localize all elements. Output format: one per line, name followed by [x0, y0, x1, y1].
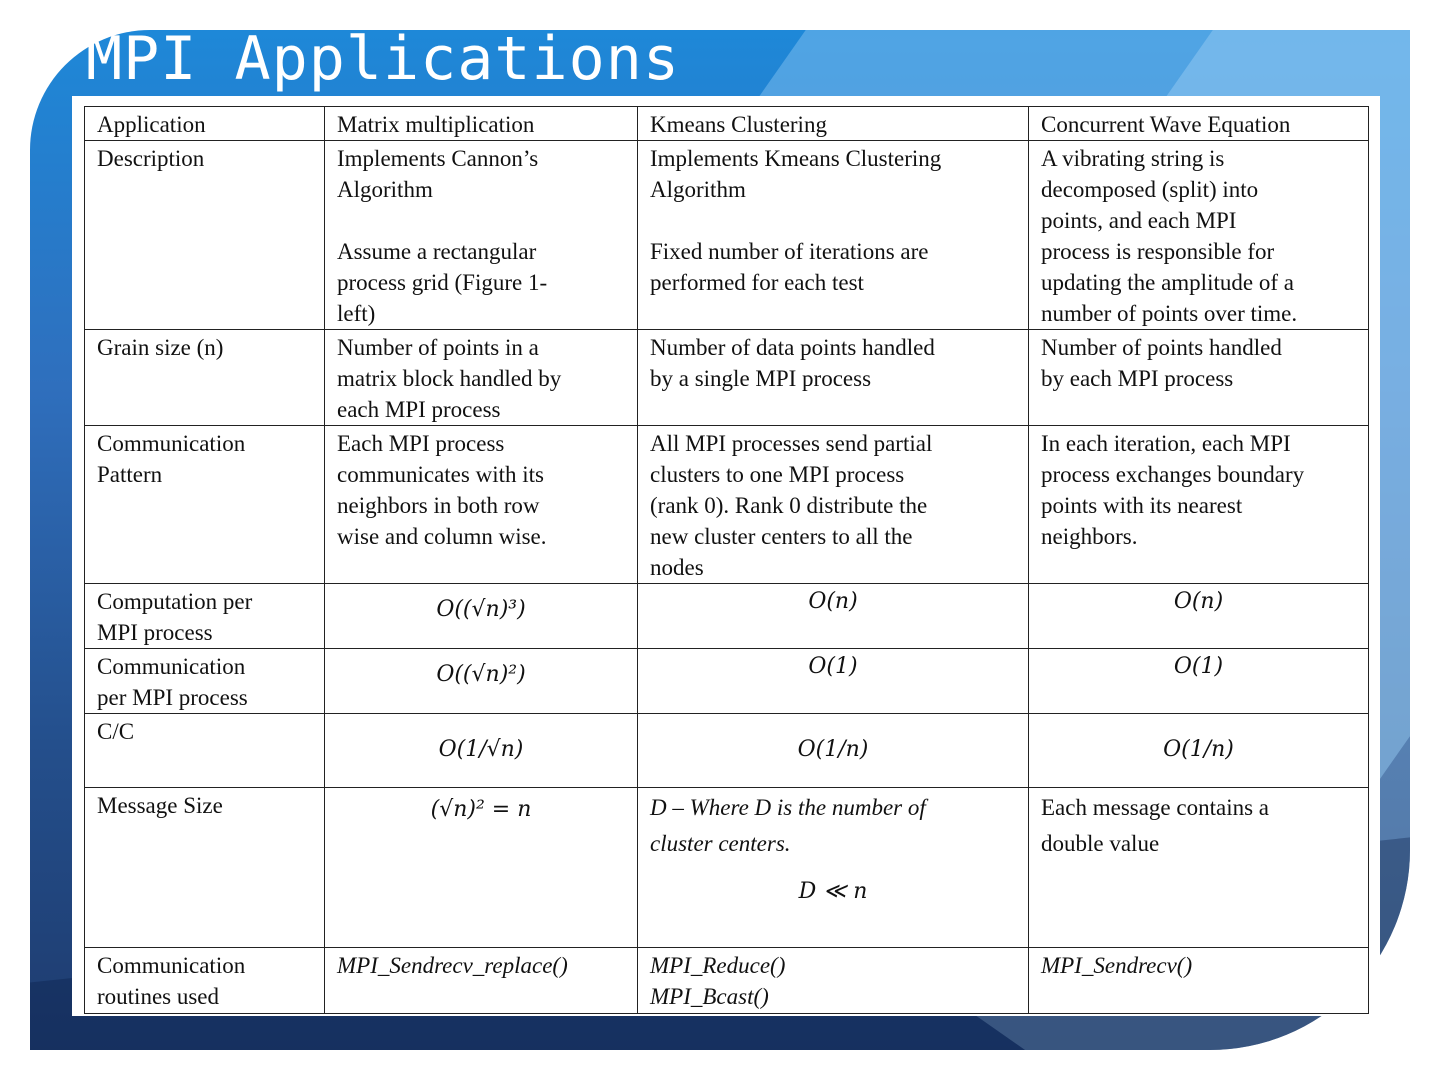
table-panel — [72, 96, 1380, 1016]
table-cell: O(n) — [638, 584, 1029, 649]
row-label: Communication per MPI process — [85, 649, 325, 714]
table-row-computation — [85, 584, 1369, 649]
header-application: Application — [85, 107, 325, 141]
table-row-communication-pattern — [85, 426, 1369, 584]
table-cell: MPI_Sendrecv() — [1029, 948, 1369, 1014]
table-row-communication — [85, 649, 1369, 714]
table-cell: Number of points in a matrix block handled by each MPI process — [325, 330, 638, 426]
row-label: C/C — [85, 714, 325, 788]
table-cell: O(1) — [1029, 649, 1369, 714]
table-cell: (√n)² = n — [325, 788, 638, 948]
table-cell: All MPI processes send partial clusters to one MPI process (rank 0). Rank 0 distribute the new cluster centers to all the nodes — [638, 426, 1029, 584]
table-row-description — [85, 141, 1369, 330]
table-cell: In each iteration, each MPI process exchanges boundary points with its nearest neighbors. — [1029, 426, 1369, 584]
table-cell: Each message contains a double value — [1029, 788, 1369, 948]
message-size-kmeans-text: D – Where D is the number of cluster centers. — [650, 795, 926, 856]
table-row-cc — [85, 714, 1369, 788]
table-cell: MPI_Sendrecv_replace() — [325, 948, 638, 1014]
table-header-row — [85, 107, 1369, 141]
slide-title: MPI Applications — [86, 24, 680, 94]
table-row-message-size — [85, 788, 1369, 948]
table-cell: Implements Cannon’s Algorithm Assume a rectangular process grid (Figure 1- left) — [325, 141, 638, 330]
table-cell: Number of points handled by each MPI process — [1029, 330, 1369, 426]
table-cell: A vibrating string is decomposed (split) into points, and each MPI process is responsible for updating the amplitude of a number of points over time. — [1029, 141, 1369, 330]
header-matrix-multiplication: Matrix multiplication — [325, 107, 638, 141]
table-cell: O(1/n) — [638, 714, 1029, 788]
table-cell: O(1) — [638, 649, 1029, 714]
table-cell — [638, 788, 1029, 948]
table-cell: Number of data points handled by a single MPI process — [638, 330, 1029, 426]
message-size-kmeans-relation: D ≪ n — [798, 879, 868, 904]
row-label: Communication Pattern — [85, 426, 325, 584]
row-label: Computation per MPI process — [85, 584, 325, 649]
table-cell: O(1/√n) — [325, 714, 638, 788]
table-cell: O(1/n) — [1029, 714, 1369, 788]
table-row-grain-size — [85, 330, 1369, 426]
table-cell: Each MPI process communicates with its neighbors in both row wise and column wise. — [325, 426, 638, 584]
mpi-applications-table — [84, 106, 1369, 1014]
row-label: Communication routines used — [85, 948, 325, 1014]
table-cell: O(n) — [1029, 584, 1369, 649]
header-concurrent-wave-equation: Concurrent Wave Equation — [1029, 107, 1369, 141]
table-cell: O((√n)²) — [325, 649, 638, 714]
table-cell: O((√n)³) — [325, 584, 638, 649]
row-label: Message Size — [85, 788, 325, 948]
row-label: Description — [85, 141, 325, 330]
table-cell: Implements Kmeans Clustering Algorithm Fixed number of iterations are performed for each test — [638, 141, 1029, 330]
table-cell: MPI_Reduce() MPI_Bcast() — [638, 948, 1029, 1014]
header-kmeans-clustering: Kmeans Clustering — [638, 107, 1029, 141]
row-label: Grain size (n) — [85, 330, 325, 426]
table-row-routines — [85, 948, 1369, 1014]
